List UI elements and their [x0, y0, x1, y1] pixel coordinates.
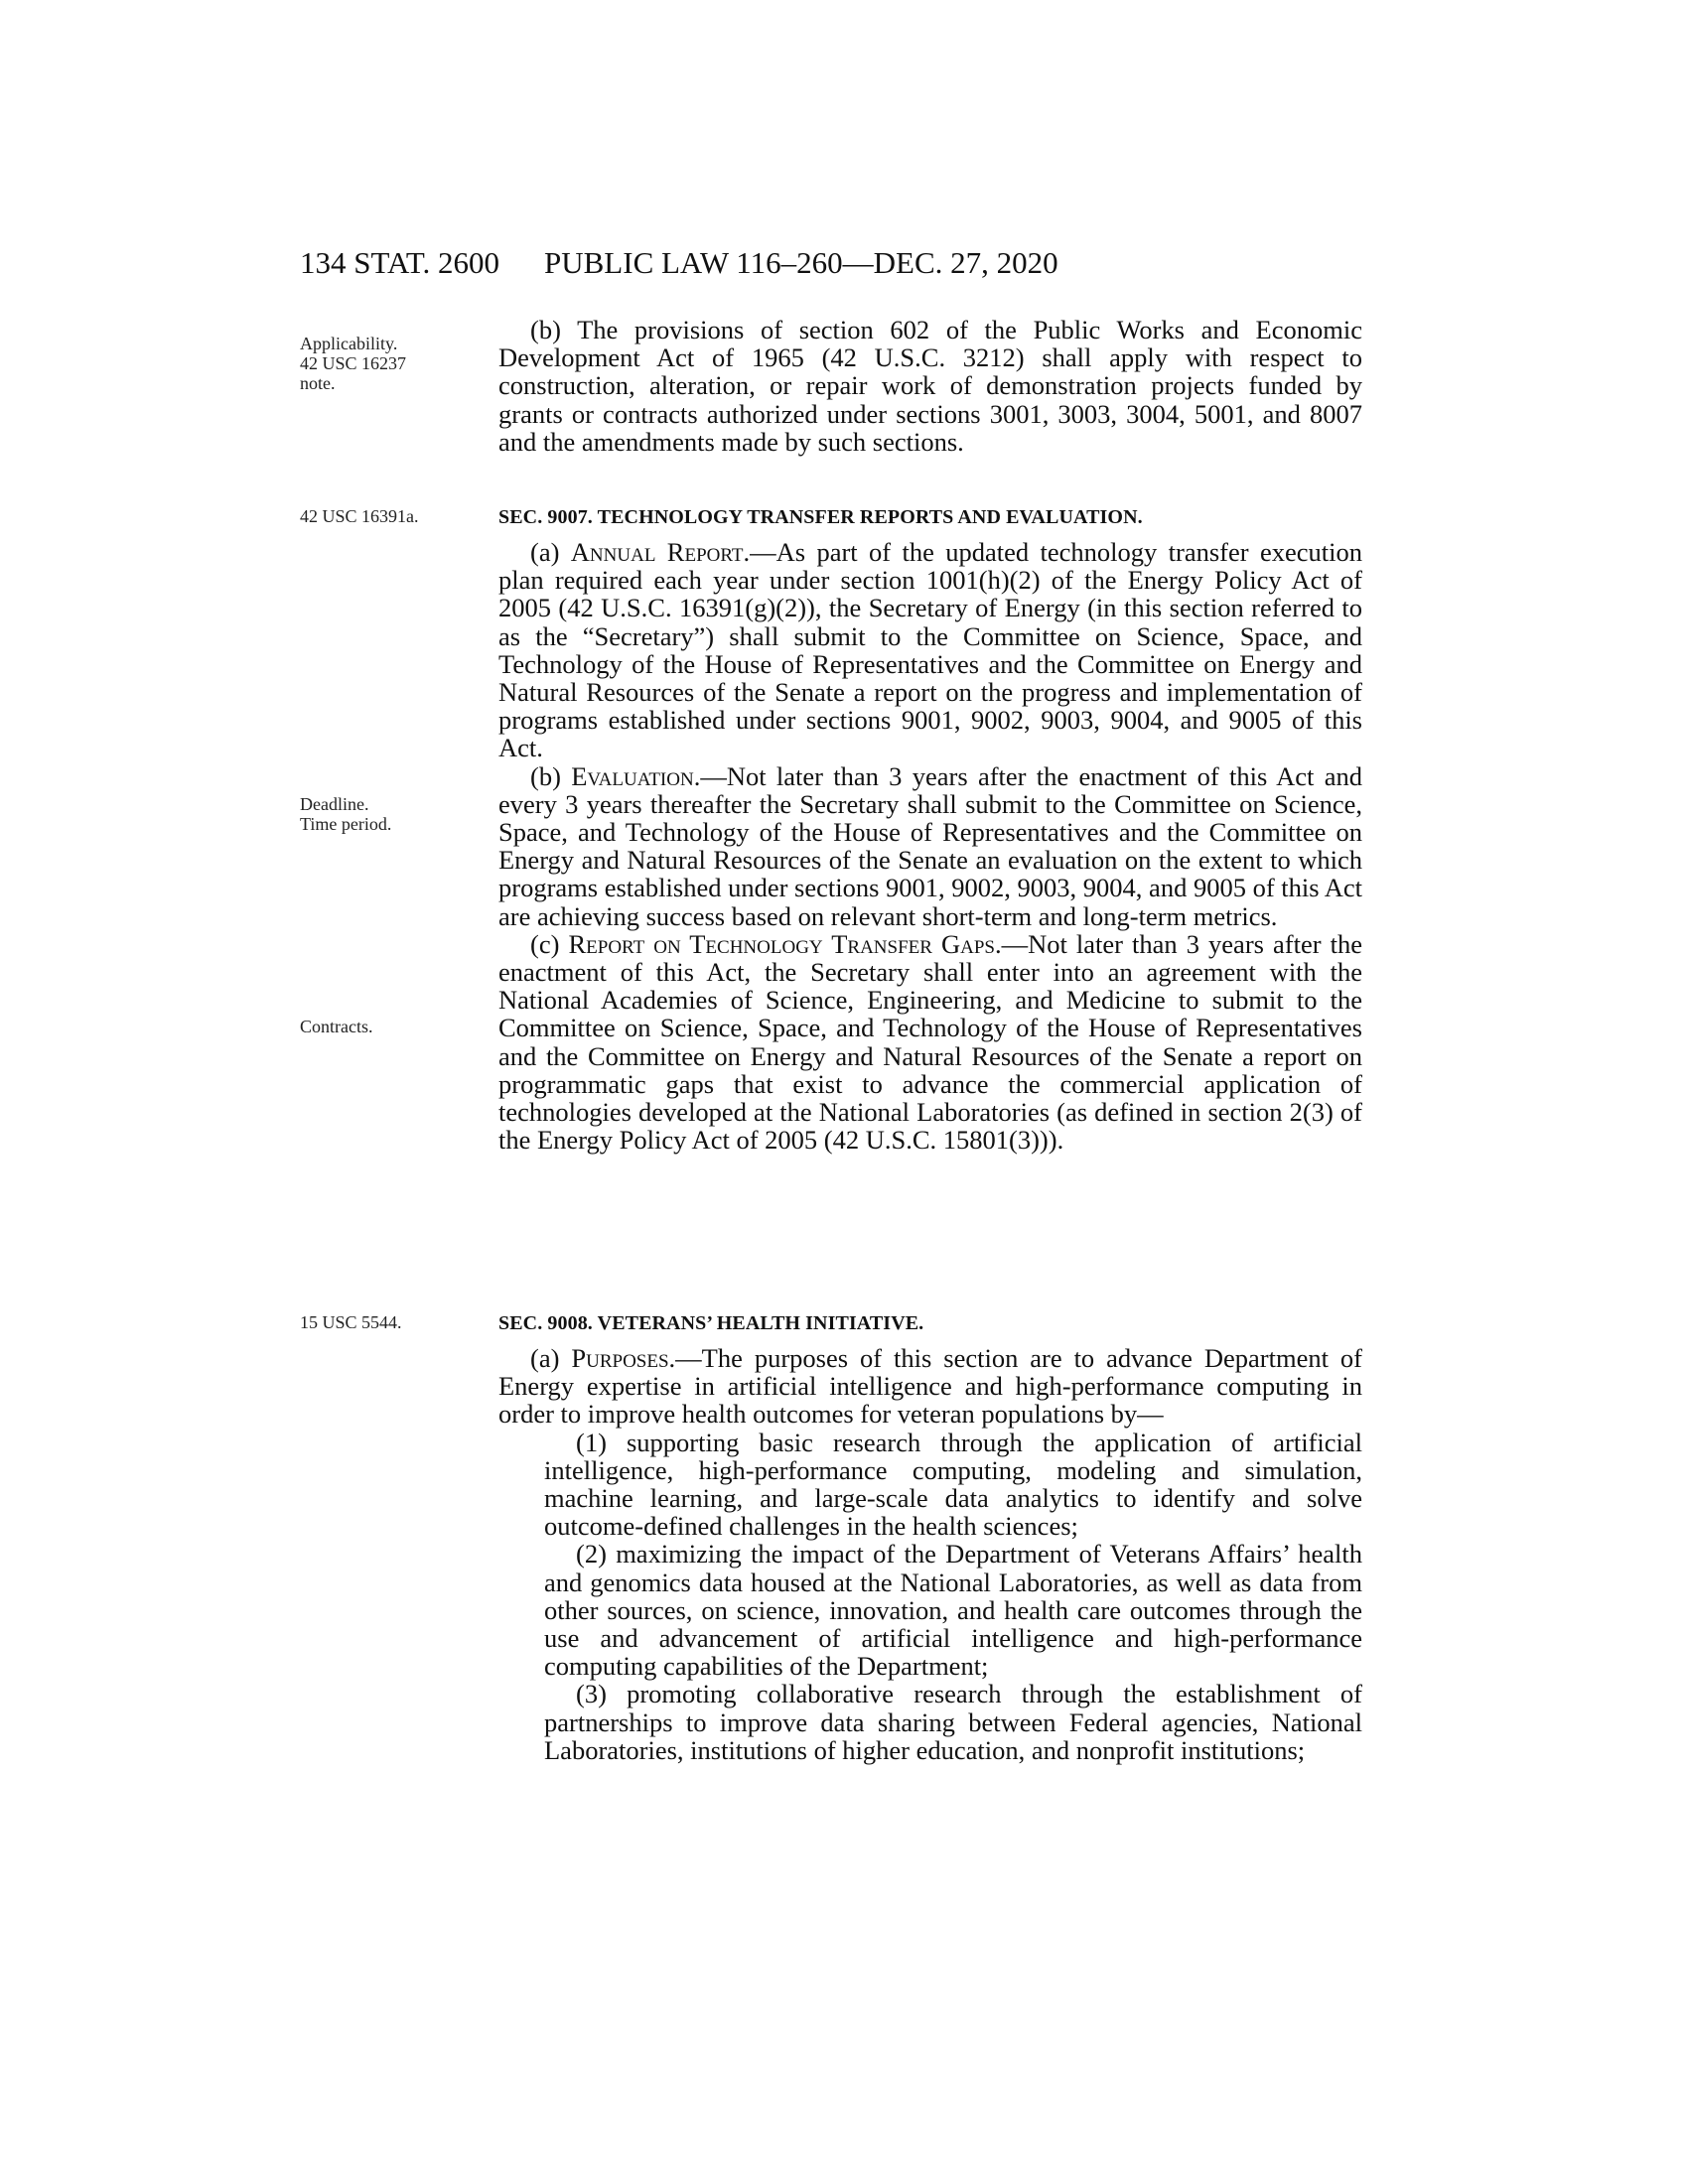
paragraph-9008-a	[498, 1344, 1362, 1429]
margin-note-line: Contracts.	[300, 1017, 373, 1036]
margin-note-line: 42 USC 16237	[300, 353, 407, 373]
subsection-label: (c)	[530, 928, 569, 959]
margin-note-usc-16391a	[300, 506, 469, 526]
subsection-text: .—Not later than 3 years after the enactment of this Act, the Secretary shall enter into an agreement with the National Academies of Science, Engineering, and Medicine to submit to the Committee on Science, Space, and Technology of the House of Representatives and the Committee on Energy and Natural Resources of the Senate a report on programmatic gaps that exist to advance the commercial application of technologies developed at the National Laboratories (as defined in section 2(3) of the Energy Policy Act of 2005 (42 U.S.C. 15801(3))).	[498, 928, 1362, 1156]
list-item: (3) promoting collaborative research through the establishment of partnerships to improve data sharing between Federal agencies, National Laboratories, institutions of higher education, and nonprofit institutions;	[544, 1679, 1362, 1765]
margin-note-line: Deadline.	[300, 794, 369, 814]
subsection-label: (a)	[530, 537, 571, 567]
subsection-title: Evaluation	[571, 760, 694, 791]
subsection-title: Purposes	[571, 1343, 669, 1373]
margin-note-contracts	[300, 1017, 469, 1036]
subsection-label: (b)	[530, 760, 572, 791]
page-header	[300, 245, 1392, 285]
subsection-title: Annual Report	[570, 537, 744, 567]
subsection-text: .—As part of the updated technology transfer execution plan required each year under section 1001(h)(2) of the Energy Policy Act of 2005 (42 U.S.C. 16391(g)(2)), the Secretary of Energy (in this section referred to as the “Secretary”) shall submit to the Committee on Science, Space, and Technology of the House of Representatives and the Committee on Energy and Natural Resources of the Senate a report on the progress and implementation of programs established under sections 9001, 9002, 9003, 9004, and 9005 of this Act.	[498, 537, 1362, 763]
paragraph-9006-b: (b) The provisions of section 602 of the Public Works and Economic Development Act of 1965 (42 U.S.C. 3212) shall apply with respect to construction, alteration, or repair work of demonstration projects funded by grants or contracts authorized under sections 3001, 3003, 3004, 5001, and 8007 and the amendments made by such sections.	[498, 315, 1362, 457]
section-9006-b	[498, 316, 1362, 456]
margin-note-line: 15 USC 5544.	[300, 1312, 402, 1332]
margin-note-line: note.	[300, 373, 336, 393]
margin-note-line: Time period.	[300, 814, 392, 834]
subsection-label: (a)	[530, 1343, 572, 1373]
paragraph-9007-b	[498, 762, 1362, 930]
public-law-citation: PUBLIC LAW 116–260—DEC. 27, 2020	[544, 245, 1058, 280]
subsection-title: Report on Technology Transfer Gaps	[568, 928, 995, 959]
margin-note-applicability	[300, 334, 469, 393]
list-item: (1) supporting basic research through the application of artificial intelligence, high-performance computing, modeling and simulation, machine learning, and large-scale data analytics to identify and solve outcome-defined challenges in the health sciences;	[544, 1427, 1362, 1542]
section-9007-heading: SEC. 9007. TECHNOLOGY TRANSFER REPORTS AND EVALUATION.	[498, 506, 1143, 528]
section-9007-body	[498, 538, 1362, 1154]
margin-note-line: Applicability.	[300, 334, 398, 353]
margin-note-deadline	[300, 794, 469, 834]
paragraph-9007-c	[498, 930, 1362, 1155]
list-item: (2) maximizing the impact of the Department of Veterans Affairs’ health and genomics data housed at the National Laboratories, as well as data from other sources, on science, innovation, and health care outcomes through the use and advancement of artificial intelligence and high-performance computing capabilities of the Department;	[544, 1539, 1362, 1682]
margin-note-line: 42 USC 16391a.	[300, 506, 419, 526]
margin-note-usc-5544	[300, 1312, 469, 1332]
statute-page-number: 134 STAT. 2600	[300, 245, 500, 280]
section-9008-heading: SEC. 9008. VETERANS’ HEALTH INITIATIVE.	[498, 1312, 924, 1334]
paragraph-9007-a	[498, 538, 1362, 762]
subsection-text: .—The purposes of this section are to advance Department of Energy expertise in artificial intelligence and high-performance computing in order to improve health outcomes for veteran populations by—	[498, 1343, 1362, 1430]
subsection-text: .—Not later than 3 years after the enactment of this Act and every 3 years thereafter the Secretary shall submit to the Committee on Science, Space, and Technology of the House of Representatives and the Committee on Energy and Natural Resources of the Senate an evaluation on the extent to which programs established under sections 9001, 9002, 9003, 9004, and 9005 of this Act are achieving success based on relevant short-term and long-term metrics.	[498, 760, 1362, 931]
section-9008-body	[498, 1344, 1362, 1764]
